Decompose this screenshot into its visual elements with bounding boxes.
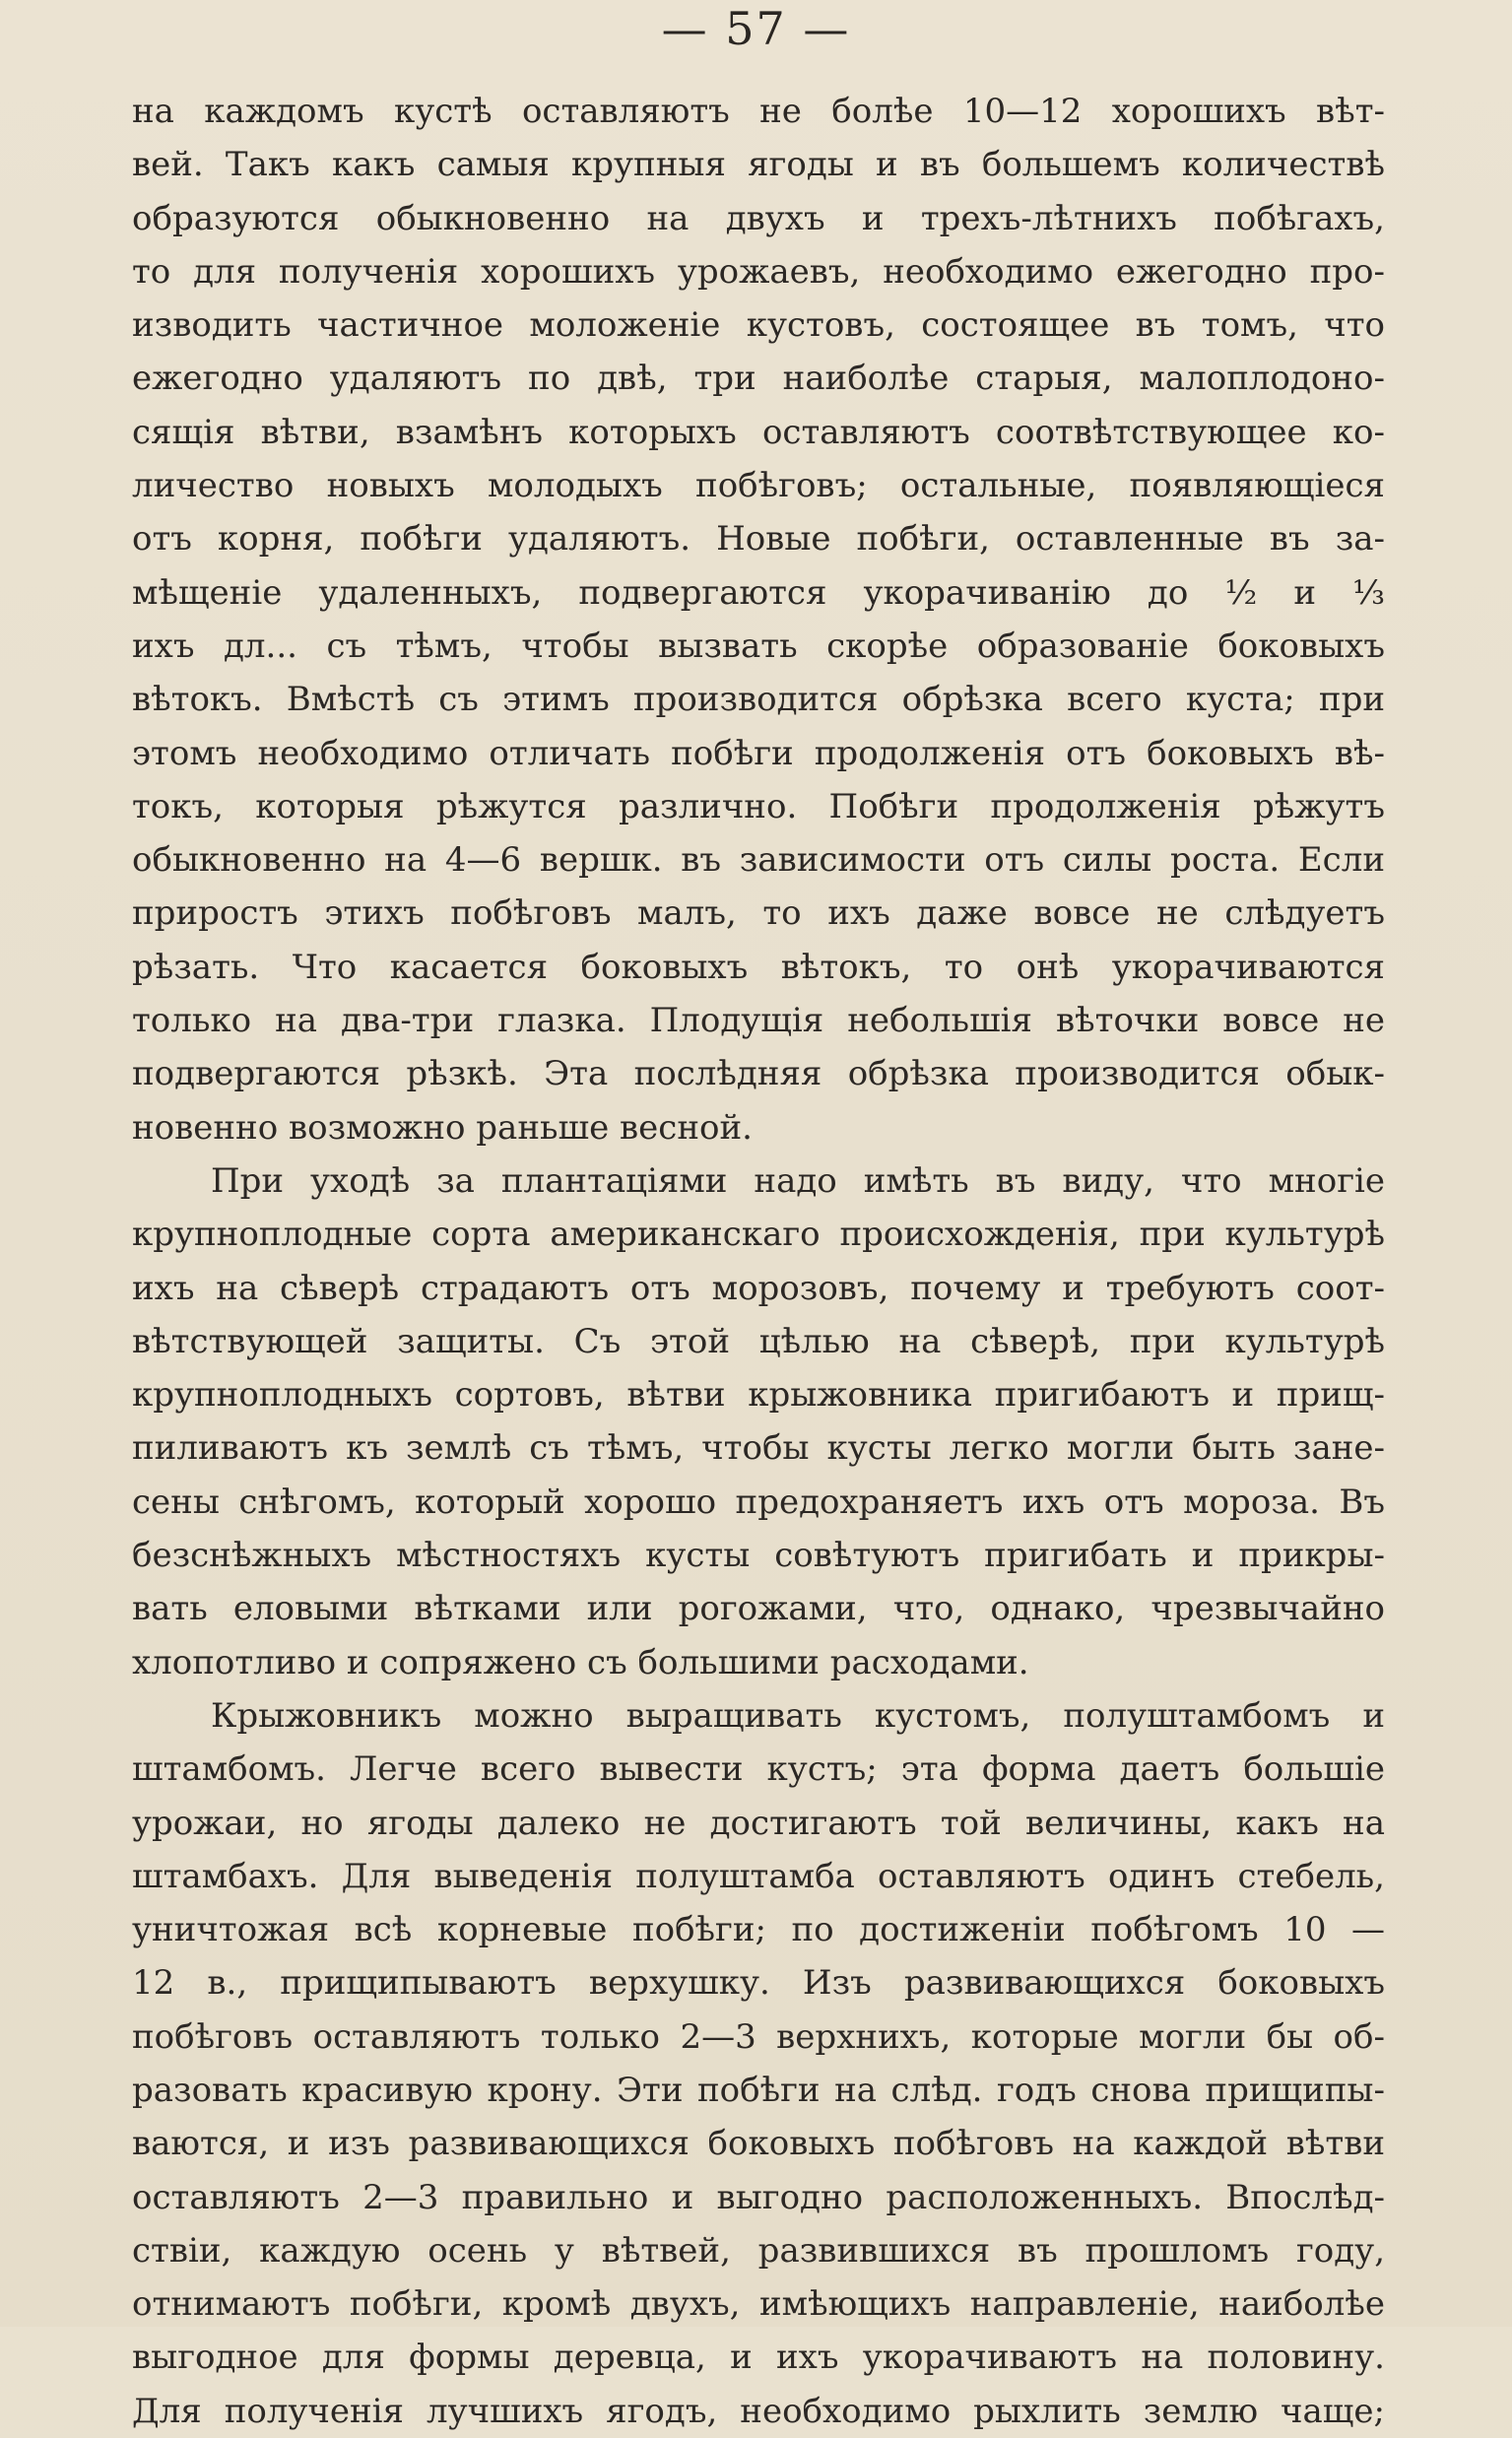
text-line: 12 в., прищипываютъ верхушку. Изъ развивающихся боковыхъ (132, 1963, 1385, 2004)
text-line: При уходѣ за плантаціями надо имѣть въ виду, что многіе (211, 1160, 1385, 1201)
text-line: ихъ дл... съ тѣмъ, чтобы вызвать скорѣе образованіе боковыхъ (132, 626, 1385, 666)
text-line: безснѣжныхъ мѣстностяхъ кусты совѣтуютъ пригибать и прикры- (132, 1536, 1385, 1576)
text-line: личество новыхъ молодыхъ побѣговъ; остальные, появляющіеся (132, 466, 1385, 506)
text-line: Для полученія лучшихъ ягодъ, необходимо рыхлить землю чаще; (132, 2391, 1385, 2431)
text-line: ежегодно удаляютъ по двѣ, три наиболѣе старыя, малоплодоно- (132, 359, 1385, 399)
text-line: сены снѣгомъ, который хорошо предохраняетъ ихъ отъ мороза. Въ (132, 1482, 1385, 1522)
text-line: хлопотливо и сопряжено съ большими расходами. (132, 1642, 1029, 1682)
text-line: изводить частичное моложеніе кустовъ, состоящее въ томъ, что (132, 305, 1385, 346)
text-line: обыкновенно на 4—6 вершк. въ зависимости отъ силы роста. Если (132, 840, 1385, 881)
text-line: штамбахъ. Для выведенія полуштамба оставляютъ одинъ стебель, (132, 1856, 1385, 1896)
text-line: Крыжовникъ можно выращивать кустомъ, полуштамбомъ и (211, 1695, 1385, 1736)
text-line: ваются, и изъ развивающихся боковыхъ побѣговъ на каждой вѣтви (132, 2124, 1385, 2164)
text-line: ствіи, каждую осень у вѣтвей, развившихся въ прошломъ году, (132, 2230, 1385, 2271)
text-line: подвергаются рѣзкѣ. Эта послѣдняя обрѣзка производится обык- (132, 1054, 1385, 1094)
text-line: урожаи, но ягоды далеко не достигаютъ той величины, какъ на (132, 1803, 1385, 1843)
text-line: разовать красивую крону. Эти побѣги на слѣд. годъ снова прищипы- (132, 2070, 1385, 2110)
text-line: только на два-три глазка. Плодущія небольшія вѣточки вовсе не (132, 1001, 1385, 1041)
text-line: приростъ этихъ побѣговъ малъ, то ихъ даже вовсе не слѣдуетъ (132, 893, 1385, 934)
text-line: штамбомъ. Легче всего вывести кустъ; эта форма даетъ большіе (132, 1749, 1385, 1790)
text-line: крупноплодныхъ сортовъ, вѣтви крыжовника пригибаютъ и прищ- (132, 1375, 1385, 1416)
text-line: вать еловыми вѣтками или рогожами, что, однако, чрезвычайно (132, 1589, 1385, 1629)
text-line: ихъ на сѣверѣ страдаютъ отъ морозовъ, почему и требуютъ соот- (132, 1268, 1385, 1308)
text-line: крупноплодные сорта американскаго происхожденія, при культурѣ (132, 1215, 1385, 1255)
text-line: мѣщеніе удаленныхъ, подвергаются укорачиванію до ½ и ⅓ (132, 572, 1385, 613)
text-line: выгодное для формы деревца, и ихъ укорачиваютъ на половину. (132, 2338, 1385, 2378)
text-line: отнимаютъ побѣги, кромѣ двухъ, имѣющихъ направленіе, наиболѣе (132, 2284, 1385, 2325)
page-number: — 57 — (661, 2, 851, 55)
text-line: то для полученія хорошихъ урожаевъ, необходимо ежегодно про- (132, 251, 1385, 292)
text-line: вей. Такъ какъ самыя крупныя ягоды и въ большемъ количествѣ (132, 145, 1385, 185)
text-line: пиливаютъ къ землѣ съ тѣмъ, чтобы кусты легко могли быть зане- (132, 1428, 1385, 1469)
text-line: сящія вѣтви, взамѣнъ которыхъ оставляютъ соотвѣтствующее ко- (132, 412, 1385, 452)
text-line: этомъ необходимо отличать побѣги продолженія отъ боковыхъ вѣ- (132, 733, 1385, 773)
text-line: оставляютъ 2—3 правильно и выгодно расположенныхъ. Впослѣд- (132, 2177, 1385, 2217)
body-text (132, 85, 1385, 2438)
text-line: образуются обыкновенно на двухъ и трехъ-лѣтнихъ побѣгахъ, (132, 198, 1385, 238)
text-line: вѣтствующей защиты. Съ этой цѣлью на сѣверѣ, при культурѣ (132, 1321, 1385, 1361)
text-line: токъ, которыя рѣжутся различно. Побѣги продолженія рѣжутъ (132, 786, 1385, 826)
text-line: побѣговъ оставляютъ только 2—3 верхнихъ, которые могли бы об- (132, 2016, 1385, 2057)
text-line: уничтожая всѣ корневые побѣги; по достиженіи побѣгомъ 10 — (132, 1910, 1385, 1950)
text-line: отъ корня, побѣги удаляютъ. Новые побѣги, оставленные въ за- (132, 519, 1385, 560)
text-line: новенно возможно раньше весной. (132, 1107, 753, 1148)
text-line: на каждомъ кустѣ оставляютъ не болѣе 10—12 хорошихъ вѣт- (132, 92, 1385, 131)
text-line: вѣтокъ. Вмѣстѣ съ этимъ производится обрѣзка всего куста; при (132, 680, 1385, 720)
text-line: рѣзать. Что касается боковыхъ вѣтокъ, то онѣ укорачиваются (132, 947, 1385, 987)
